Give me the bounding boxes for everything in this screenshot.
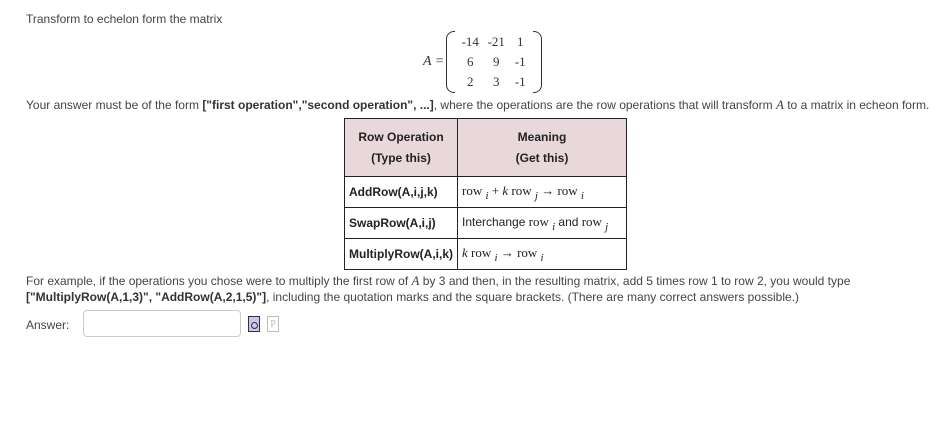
example-text bbox=[26, 273, 850, 305]
matrix-grid bbox=[457, 32, 531, 92]
op-swaprow: SwapRow(A,i,j) bbox=[345, 208, 458, 239]
matrix-cell: 3 bbox=[493, 74, 500, 89]
var-a: A bbox=[411, 273, 420, 288]
op-addrow: AddRow(A,i,j,k) bbox=[345, 177, 458, 208]
meaning-multiplyrow: k row $_i$ → row $_i$ bbox=[458, 239, 627, 270]
answer-input[interactable] bbox=[83, 310, 241, 337]
matrix-cell: -14 bbox=[461, 34, 479, 49]
matrix-a bbox=[423, 30, 542, 94]
example-code: ["MultiplyRow(A,1,3)", "AddRow(A,2,1,5)"] bbox=[26, 290, 267, 304]
table-header bbox=[345, 119, 627, 177]
matrix-cell: -21 bbox=[487, 34, 505, 49]
op-multiplyrow: MultiplyRow(A,i,k) bbox=[345, 239, 458, 270]
matrix-label: A = bbox=[423, 54, 445, 69]
instr-pre: Your answer must be of the form bbox=[26, 98, 203, 112]
header-row-operation: Row Operation (Type this) bbox=[345, 119, 458, 177]
instr-mid: , where the operations are the row operations that will transform bbox=[433, 98, 776, 112]
preview-icon[interactable] bbox=[248, 316, 260, 332]
header-meaning: Meaning (Get this) bbox=[458, 119, 627, 177]
answer-format: ["first operation","second operation", ...] bbox=[202, 98, 434, 112]
instr-post: to a matrix in echeon form. bbox=[783, 98, 930, 112]
p-icon[interactable]: P bbox=[267, 316, 279, 332]
matrix-cell: -1 bbox=[514, 74, 526, 89]
matrix-cell: 9 bbox=[493, 54, 500, 69]
matrix-cell: -1 bbox=[514, 54, 526, 69]
var-a: A bbox=[775, 97, 784, 112]
example-pre: For example, if the operations you chose were to multiply the first row of bbox=[26, 274, 412, 288]
table-row bbox=[345, 208, 627, 239]
matrix-cell: 6 bbox=[467, 54, 474, 69]
right-paren bbox=[533, 31, 542, 93]
row-operations-table bbox=[344, 118, 627, 270]
table-row bbox=[345, 239, 627, 270]
meaning-addrow: row $_i$ + k row $_j$ → row $_i$ bbox=[458, 177, 627, 208]
example-tail: , including the quotation marks and the square brackets. (There are many correct answers possible.) bbox=[266, 290, 800, 304]
table-row bbox=[345, 177, 627, 208]
left-paren bbox=[446, 31, 455, 93]
matrix-cell: 2 bbox=[467, 74, 474, 89]
instructions-text bbox=[26, 97, 929, 113]
meaning-swaprow: Interchange row $_i$ and row $_j$ bbox=[458, 208, 627, 239]
answer-label: Answer: bbox=[26, 318, 70, 332]
prompt-text: Transform to echelon form the matrix bbox=[26, 12, 223, 26]
example-post: by 3 and then, in the resulting matrix, add 5 times row 1 to row 2, you would type bbox=[419, 274, 851, 288]
matrix-cell: 1 bbox=[517, 34, 524, 49]
